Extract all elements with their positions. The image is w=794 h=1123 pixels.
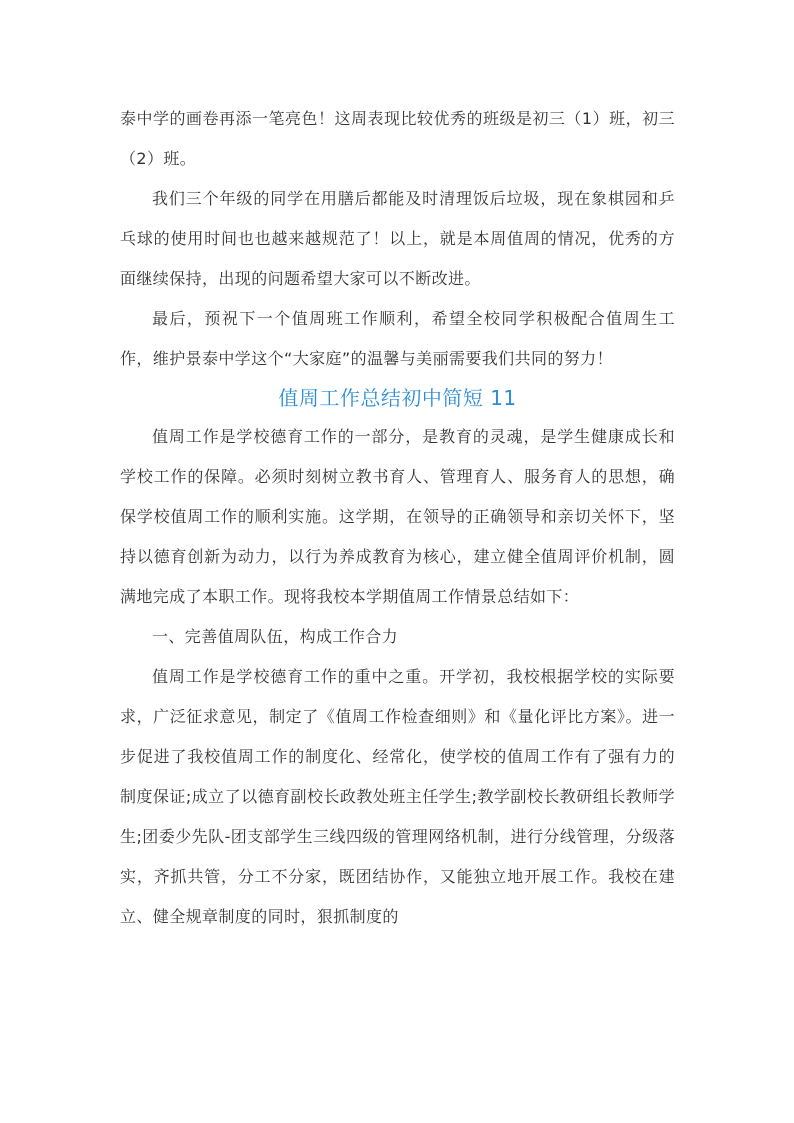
document-body [120,99,675,937]
paragraph-intro: 值周工作是学校德育工作的一部分，是教育的灵魂，是学生健康成长和学校工作的保障。必须时刻树立教书育人、管理育人、服务育人的思想，确保学校值周工作的顺利实施。这学期，在领导的正确领导和亲切关怀下，坚持以德育创新为动力，以行为养成教育为核心，建立健全值周评价机制，圆满地完成了本职工作。现将我校本学期值周工作情景总结如下： [120,427,675,606]
section-title: 值周工作总结初中简短 11 [278,386,517,410]
paragraph-cleanup: 我们三个年级的同学在用膳后都能及时清理饭后垃圾，现在象棋园和乒乓球的使用时间也也越来越规范了！以上，就是本周值周的情况，优秀的方面继续保持，出现的问题希望大家可以不断改进。 [120,189,675,288]
paragraph-continued: 泰中学的画卷再添一笔亮色！这周表现比较优秀的班级是初三（1）班，初三（2）班。 [120,109,675,168]
paragraph-subheading: 一、完善值周队伍，构成工作合力 [152,627,399,646]
paragraph-details: 值周工作是学校德育工作的重中之重。开学初，我校根据学校的实际要求，广泛征求意见，制定了《值周工作检查细则》和《量化评比方案》。进一步促进了我校值周工作的制度化、经常化，使学校的值周工作有了强有力的制度保证;成立了以德育副校长政教处班主任学生;教学副校长教研组长教师学生;团委少先队-团支部学生三线四级的管理网络机制，进行分线管理，分级落实，齐抓共管，分工不分家，既团结协作，又能独立地开展工作。我校在建立、健全规章制度的同时，狠抓制度的 [120,667,675,926]
paragraph-closing: 最后，预祝下一个值周班工作顺利，希望全校同学积极配合值周生工作，维护景泰中学这个“大家庭”的温馨与美丽需要我们共同的努力！ [120,309,675,368]
